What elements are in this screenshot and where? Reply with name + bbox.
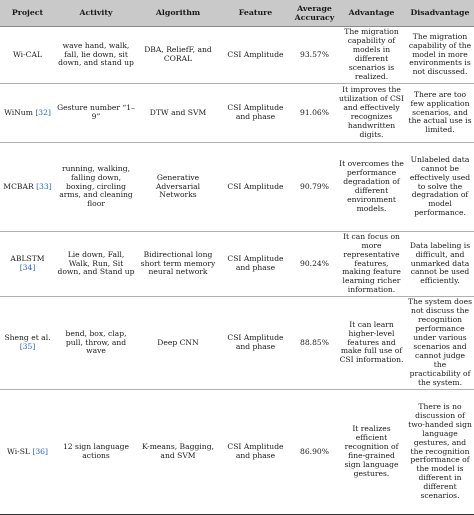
citation-link[interactable]: [36]: [32, 446, 48, 456]
cell-project: [0, 232, 55, 297]
cell-accuracy: 93.57%: [292, 27, 337, 84]
cell-disadvantage: There is no discussion of two-handed sign language gestures, and the recognition performance of the model is different in different scenarios.: [406, 390, 474, 515]
cell-feature: CSI Amplitude: [219, 143, 292, 232]
cell-project: [0, 143, 55, 232]
cell-activity: Gesture number “1–9”: [55, 84, 137, 143]
cell-accuracy: 90.24%: [292, 232, 337, 297]
cell-advantage: It realizes efficient recognition of fine-grained sign language gestures.: [337, 390, 406, 515]
cell-feature: CSI Amplitude: [219, 27, 292, 84]
header-disadvantage: Disadvantage: [406, 0, 474, 27]
cell-accuracy: 91.06%: [292, 84, 337, 143]
cell-project: [0, 297, 55, 390]
cell-algorithm: DTW and SVM: [137, 84, 219, 143]
cell-advantage: It improves the utilization of CSI and effectively recognizes handwritten digits.: [337, 84, 406, 143]
cell-algorithm: Bidirectional long short term memory neural network: [137, 232, 219, 297]
cell-accuracy: 88.85%: [292, 297, 337, 390]
table-row: [0, 27, 474, 84]
cell-disadvantage: Data labeling is difficult, and unmarked data cannot be used efficiently.: [406, 232, 474, 297]
cell-project: [0, 27, 55, 84]
project-name: WiNum: [4, 107, 33, 117]
project-name: Wi-CAL: [12, 49, 42, 59]
cell-disadvantage: Unlabeled data cannot be effectively used to solve the degradation of model performance.: [406, 143, 474, 232]
cell-activity: running, walking, falling down, boxing, circling arms, and cleaning floor: [55, 143, 137, 232]
cell-accuracy: 90.79%: [292, 143, 337, 232]
citation-link[interactable]: [33]: [36, 181, 52, 191]
table-row: [0, 390, 474, 515]
cell-project: [0, 84, 55, 143]
project-name: Wi-SL: [7, 446, 30, 456]
citation-link[interactable]: [34]: [19, 263, 36, 272]
cell-accuracy: 86.90%: [292, 390, 337, 515]
cell-feature: CSI Amplitude and phase: [219, 297, 292, 390]
header-activity: Activity: [55, 0, 137, 27]
cell-activity: bend, box, clap, pull, throw, and wave: [55, 297, 137, 390]
cell-disadvantage: The system does not discuss the recognition performance under various scenarios and cannot judge the practicability of the system.: [406, 297, 474, 390]
cell-feature: CSI Amplitude and phase: [219, 390, 292, 515]
cell-algorithm: Deep CNN: [137, 297, 219, 390]
project-name: Sheng et al.: [4, 333, 51, 343]
table-row: [0, 84, 474, 143]
cell-feature: CSI Amplitude and phase: [219, 84, 292, 143]
table-row: [0, 232, 474, 297]
cell-algorithm: Generative Adversarial Networks: [137, 143, 219, 232]
cell-activity: wave hand, walk, fall, lie down, sit down, and stand up: [55, 27, 137, 84]
cell-disadvantage: There are too few application scenarios, and the actual use is limited.: [406, 84, 474, 143]
citation-link[interactable]: [32]: [35, 107, 51, 117]
cell-advantage: It can focus on more representative features, making feature learning richer information.: [337, 232, 406, 297]
header-advantage: Advantage: [337, 0, 406, 27]
header-feature: Feature: [219, 0, 292, 27]
table-row: [0, 143, 474, 232]
header-average-accuracy: Average Accuracy: [292, 0, 337, 27]
cell-activity: Lie down, Fall, Walk, Run, Sit down, and Stand up: [55, 232, 137, 297]
project-name: ABLSTM: [10, 254, 45, 264]
cell-disadvantage: The migration capability of the model in more environments is not discussed.: [406, 27, 474, 84]
cell-advantage: It can learn higher-level features and make full use of CSI information.: [337, 297, 406, 390]
table-header-row: [0, 0, 474, 27]
header-algorithm: Algorithm: [137, 0, 219, 27]
cell-feature: CSI Amplitude and phase: [219, 232, 292, 297]
cell-activity: 12 sign language actions: [55, 390, 137, 515]
cell-algorithm: K-means, Bagging, and SVM: [137, 390, 219, 515]
project-name: MCBAR: [3, 181, 34, 191]
cell-project: [0, 390, 55, 515]
header-project: Project: [0, 0, 55, 27]
table-row: [0, 297, 474, 390]
citation-link[interactable]: [35]: [19, 342, 36, 351]
cell-advantage: It overcomes the performance degradation of different environment models.: [337, 143, 406, 232]
cell-advantage: The migration capability of models in different scenarios is realized.: [337, 27, 406, 84]
cell-algorithm: DBA, ReliefF, and CORAL: [137, 27, 219, 84]
